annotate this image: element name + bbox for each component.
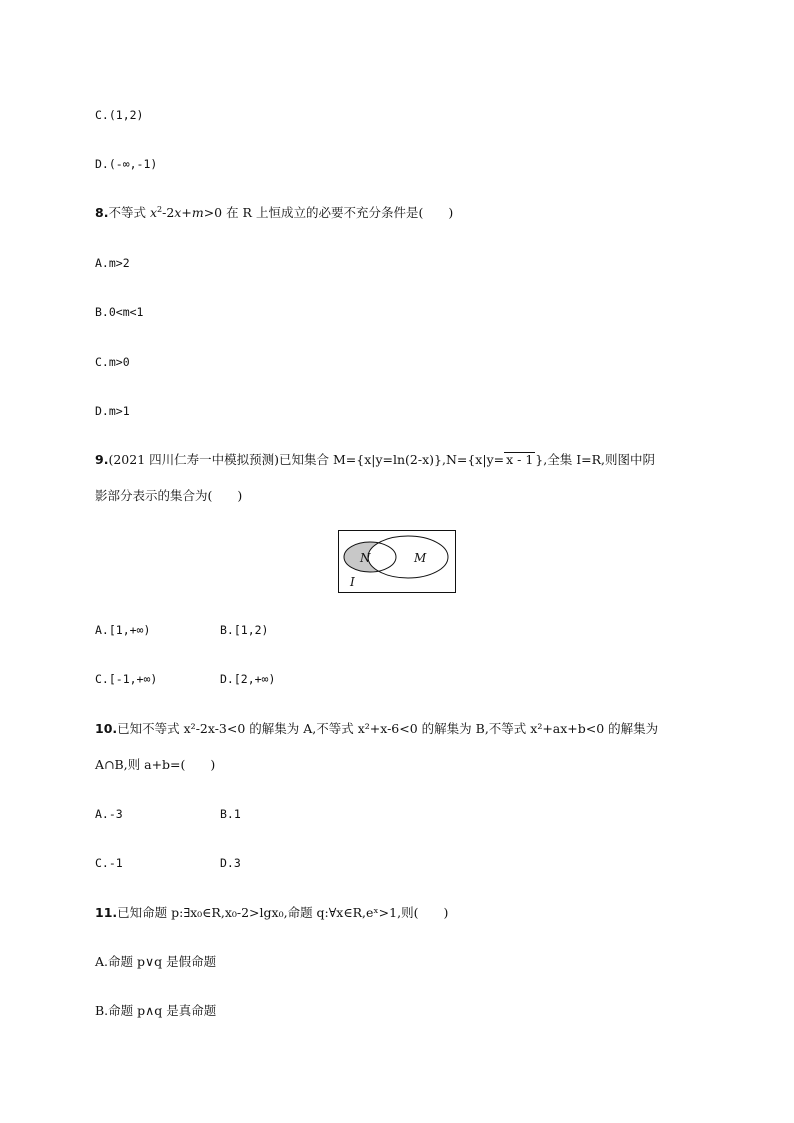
question-10-line-2: A∩B,则 a+b=( )	[95, 757, 216, 772]
q10-option-c: C.-1	[95, 856, 123, 870]
question-9-line-2: 影部分表示的集合为( )	[95, 488, 243, 503]
question-9-line-1: 9.(2021 四川仁寿一中模拟预测)已知集合 M={x|y=ln(2-x)},N={x|y= x - 1 },全集 I=R,则图中阴	[95, 452, 655, 467]
question-8: 8.不等式 $x^2-2x+m>0$ 在 R 上恒成立的必要不充分条件是( )	[95, 204, 454, 220]
q9-option-d: D.[2,+∞)	[220, 672, 276, 686]
label-i: I	[350, 575, 355, 589]
label-n: N	[360, 551, 371, 565]
q9-option-b: B.[1,2)	[220, 623, 269, 637]
question-11: 11.已知命题 p:∃x₀∈R,x₀-2>lgx₀,命题 q:∀x∈R,eˣ>1,则( )	[95, 905, 449, 920]
q8-option-c: C.m>0	[95, 355, 130, 369]
question-9-number: 9.	[95, 452, 109, 467]
set-m-ellipse	[368, 536, 448, 578]
q8-option-a: A.m>2	[95, 256, 130, 270]
sqrt-expression: x - 1	[506, 452, 534, 467]
q9-option-a: A.[1,+∞)	[95, 623, 151, 637]
q10-option-d: D.3	[220, 856, 241, 870]
question-11-number: 11.	[95, 905, 118, 920]
q11-option-b: B.命题 p∧q 是真命题	[95, 1003, 217, 1018]
option-c-prev: C.(1,2)	[95, 108, 144, 122]
question-8-number: 8.	[95, 205, 109, 220]
label-m: M	[414, 551, 427, 565]
option-d-prev: D.(-∞,-1)	[95, 157, 158, 171]
q11-option-a: A.命题 p∨q 是假命题	[95, 954, 217, 969]
venn-diagram	[338, 530, 456, 593]
q10-option-b: B.1	[220, 807, 241, 821]
q10-option-a: A.-3	[95, 807, 123, 821]
q8-option-b: B.0<m<1	[95, 305, 144, 319]
q8-option-d: D.m>1	[95, 404, 130, 418]
question-10-number: 10.	[95, 721, 118, 736]
question-10-line-1: 10.已知不等式 x²-2x-3<0 的解集为 A,不等式 x²+x-6<0 的解集为 B,不等式 x²+ax+b<0 的解集为	[95, 721, 659, 736]
q9-option-c: C.[-1,+∞)	[95, 672, 158, 686]
